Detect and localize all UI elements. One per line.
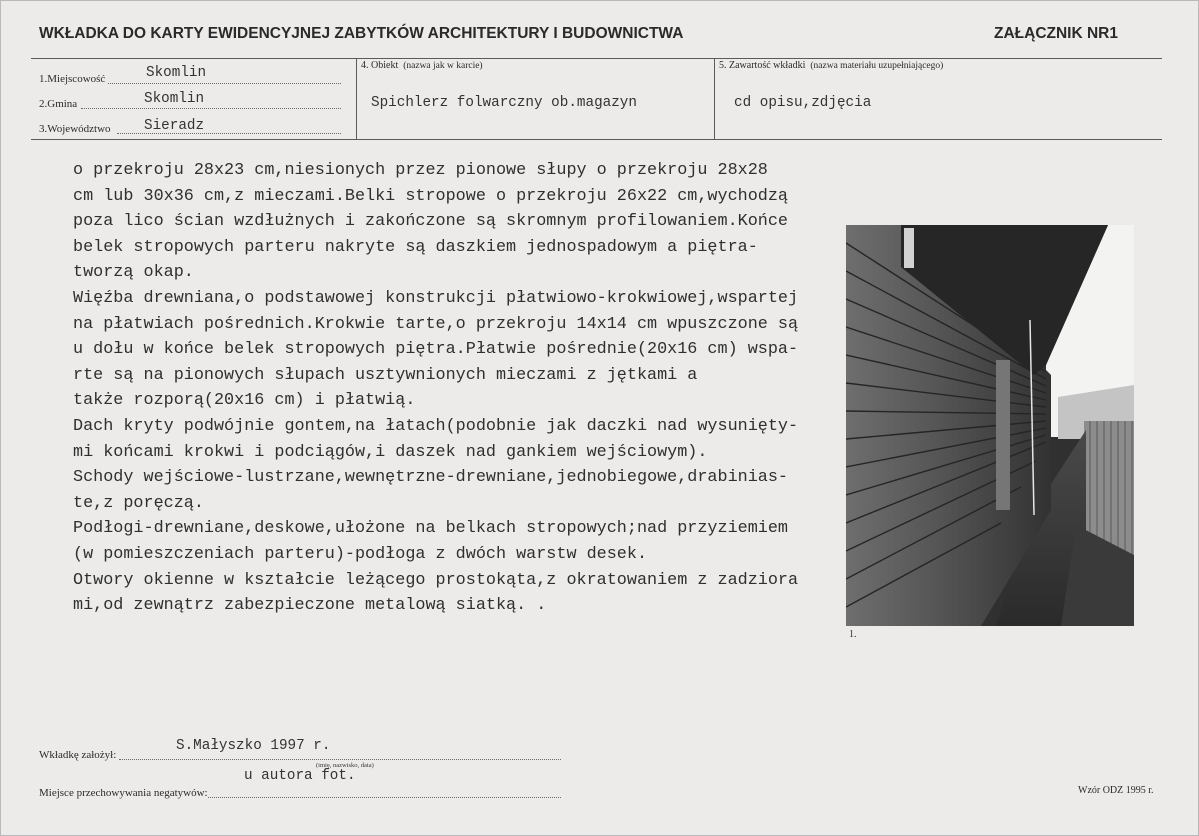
- description-line: o przekroju 28x23 cm,niesionych przez pionowe słupy o przekroju 28x28: [73, 161, 768, 180]
- negatives-value: u autora fot.: [244, 768, 356, 784]
- negatives-label: Miejsce przechowywania negatywów:: [39, 787, 208, 799]
- object-hint: (nazwa jak w karcie): [403, 61, 483, 71]
- form-version: Wzór ODZ 1995 r.: [1078, 785, 1154, 796]
- locality-value: Skomlin: [146, 65, 207, 81]
- table-bottom-rule: [31, 139, 1162, 140]
- negatives-leader: [208, 797, 561, 798]
- photo-shutter: [904, 228, 914, 268]
- form-title: WKŁADKA DO KARTY EWIDENCYJNEJ ZABYTKÓW ARCHITEKTURY I BUDOWNICTWA: [39, 25, 684, 42]
- description-line: Schody wejściowe-lustrzane,wewnętrzne-drewniane,jednobiegowe,drabinias-: [73, 468, 788, 488]
- object-value: Spichlerz folwarczny ob.magazyn: [371, 95, 637, 111]
- table-divider-1: [356, 58, 357, 139]
- description-line: (w pomieszczeniach parteru)-podłoga z dwóch warstw desek.: [73, 544, 648, 564]
- contents-value: cd opisu,zdjęcia: [734, 95, 872, 111]
- description-line: Podłogi-drewniane,deskowe,ułożone na belkach stropowych;nad przyziemiem: [73, 519, 788, 539]
- attachment-number: [994, 25, 1118, 43]
- commune-value: Skomlin: [144, 91, 205, 107]
- contents-heading: [719, 60, 943, 71]
- photo: [846, 225, 1134, 626]
- description-text: [73, 158, 798, 619]
- commune-label: 2.Gmina: [39, 98, 78, 110]
- photo-post: [996, 360, 1010, 510]
- object-heading: [361, 60, 483, 71]
- commune-leader: [81, 108, 341, 109]
- table-divider-2: [714, 58, 715, 139]
- description-line: Dach kryty podwójnie gontem,na łatach(podobnie jak daczki nad wysunięty-: [73, 416, 799, 436]
- description-line: Otwory okienne w kształcie leżącego prostokąta,z okratowaniem z zadziora: [73, 570, 799, 590]
- voivodeship-value: Sieradz: [144, 118, 205, 134]
- author-leader: [119, 759, 561, 760]
- photo-caption: 1.: [849, 629, 857, 640]
- locality-label: 1.Miejscowość: [39, 73, 106, 85]
- description-line: belek stropowych parteru nakryte są daszkiem jednospadowym a piętra-: [73, 237, 758, 257]
- attachment-label: ZAŁĄCZNIK NR: [994, 25, 1110, 42]
- description-line: cm lub 30x36 cm,z mieczami.Belki stropowe o przekroju 26x22 cm,wychodzą: [73, 186, 788, 206]
- table-top-rule: [31, 58, 1162, 59]
- attachment-number-value: 1: [1109, 25, 1118, 42]
- description-line: Więźba drewniana,o podstawowej konstrukcji płatwiowo-krokwiowej,wspartej: [73, 288, 799, 308]
- description-line: także rozporą(20x16 cm) i płatwią.: [73, 391, 416, 411]
- description-line: tworzą okap.: [73, 263, 194, 283]
- description-line: mi,od zewnątrz zabezpieczone metalową siatką. .: [73, 596, 547, 616]
- locality-leader: [108, 83, 341, 84]
- description-line: u dołu w końce belek stropowych piętra.Płatwie pośrednie(20x16 cm) wspa-: [73, 340, 799, 360]
- author-value: S.Małyszko 1997 r.: [176, 738, 331, 754]
- description-line: mi końcami krokwi i podciągów,i daszek nad gankiem wejściowym).: [73, 442, 708, 462]
- description-line: te,z poręczą.: [73, 493, 204, 513]
- object-label: 4. Obiekt: [361, 60, 399, 71]
- voivodeship-label: 3.Województwo: [39, 123, 111, 135]
- author-hint: (imię, nazwisko, data): [316, 762, 374, 769]
- description-line: na płatwiach pośrednich.Krokwie tarte,o przekroju 14x14 cm wpuszczone są: [73, 314, 799, 334]
- description-line: rte są na pionowych słupach usztywnionych mieczami z jętkami a: [73, 365, 698, 385]
- contents-label: 5. Zawartość wkładki: [719, 60, 806, 71]
- contents-hint: (nazwa materiału uzupełniającego): [810, 61, 944, 71]
- description-line: poza lico ścian wzdłużnych i zakończone są skromnym profilowaniem.Końce: [73, 212, 788, 232]
- author-label: Wkładkę założył:: [39, 749, 117, 761]
